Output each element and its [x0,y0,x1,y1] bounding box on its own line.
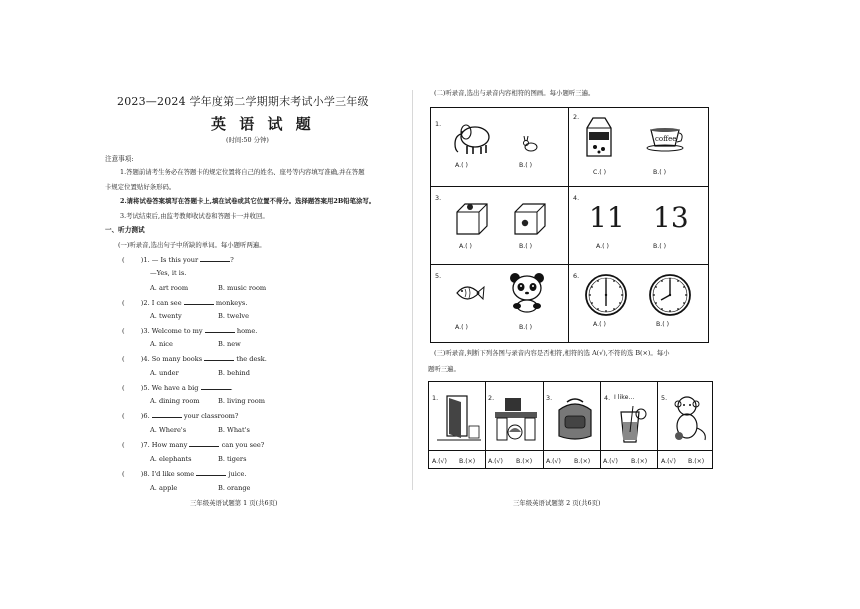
question-3-tail: home. [236,327,258,335]
question-4-tail: the desk. [236,355,267,363]
question-7-option-b: B. tigers [218,455,247,463]
question-1-option-a: A. art room [150,284,189,292]
box-ball-on-top-icon [453,200,489,236]
note-1-line-1: 1.答题前请考生务必在答题卡的规定位置将自己的姓名、座号等内容填写准确,并在答题 [120,168,365,176]
door-room-icon [437,390,481,444]
strip-4-caption: I like... [614,394,635,401]
subsection-1-heading: (一)听录音,选出句子中所缺的单词。每小题听两遍。 [118,241,266,249]
question-5-tail: . [230,384,233,392]
question-4 [122,355,267,363]
subsection-3-heading-line-2: 题听三遍。 [428,365,460,373]
cell-6-option-a[interactable]: A.( ) [593,321,606,328]
question-7-tail: can you see? [221,441,265,449]
rabbit-icon [521,136,539,152]
question-3-option-a: A. nice [150,340,173,348]
strip-4-option-a[interactable]: A.(√) [603,458,618,465]
question-3 [122,327,257,335]
question-6-text: )6. [140,412,150,420]
question-3-option-b: B. new [218,340,241,348]
paren-open: ( [122,355,125,363]
cell-5-option-b[interactable]: B.( ) [519,324,533,331]
milk-carton-icon [583,116,615,158]
question-7-text: )7. How many [140,441,188,449]
question-5 [122,384,233,392]
strip-2-option-a[interactable]: A.(√) [488,458,503,465]
box-ball-inside-icon [511,200,547,236]
answer-blank[interactable] [204,355,234,361]
question-6-option-a: A. Where's [150,426,187,434]
paren-open: ( [122,470,125,478]
question-7 [122,441,264,449]
picture-strip [428,381,713,469]
cell-3-number: 3. [435,194,442,202]
panda-icon [507,270,547,314]
number-thirteen: 13 [653,201,689,234]
cell-2-number: 2. [573,113,580,121]
question-3-text: )3. Welcome to my [140,327,203,335]
answer-blank[interactable] [184,299,214,305]
strip-5-option-b[interactable]: B.(×) [688,458,705,465]
backpack-icon [553,396,597,442]
subsection-2-heading: (二)听录音,选出与录音内容相符的图画。每小题听三遍。 [434,89,595,97]
cell-6-number: 6. [573,272,580,280]
page-1-footer: 三年级英语试题第 1 页(共6页) [190,499,278,507]
strip-4-option-b[interactable]: B.(×) [631,458,648,465]
question-1-tail: ? [230,256,234,264]
monkey-icon [665,392,711,444]
cell-3-option-a[interactable]: A.( ) [459,243,472,250]
cell-1-number: 1. [435,120,442,128]
question-8-text: )8. I'd like some [140,470,195,478]
coffee-cup-icon [645,124,685,152]
cell-1-option-a[interactable]: A.( ) [455,162,468,169]
paren-open: ( [122,327,125,335]
strip-3-option-a[interactable]: A.(√) [546,458,561,465]
question-2-tail: monkeys. [215,299,248,307]
clock-icon [647,272,693,318]
answer-blank[interactable] [196,470,226,476]
cell-6-option-b[interactable]: B.( ) [656,321,670,328]
question-2 [122,299,247,307]
question-1-response: —Yes, it is. [150,269,187,277]
question-2-text: )2. I can see [140,299,182,307]
answer-blank[interactable] [152,412,182,418]
question-4-option-b: B. behind [218,369,250,377]
strip-4-number: 4. [604,394,611,402]
subsection-3-heading-line-1: (三)听录音,判断下列各图与录音内容是否相符,相符的选 A(√),不符的选 B(×)。每小 [434,349,670,357]
exam-time: (时间:50 分钟) [226,136,269,144]
question-8 [122,470,247,478]
answer-blank[interactable] [205,327,235,333]
cell-2-option-a[interactable]: C.( ) [593,169,607,176]
question-1 [122,256,234,264]
paren-open: ( [122,256,125,264]
number-eleven: 11 [589,201,625,234]
juice-glass-icon [615,404,651,444]
paren-open: ( [122,299,125,307]
strip-5-number: 5. [661,394,668,402]
question-5-option-a: A. dining room [150,397,200,405]
strip-5-option-a[interactable]: A.(√) [661,458,676,465]
strip-2-number: 2. [488,394,495,402]
question-7-option-a: A. elephants [150,455,192,463]
cell-4-option-a[interactable]: A.( ) [596,243,609,250]
cell-3-option-b[interactable]: B.( ) [519,243,533,250]
answer-blank[interactable] [201,384,231,390]
cell-5-option-a[interactable]: A.( ) [455,324,468,331]
question-5-option-b: B. living room [218,397,265,405]
question-6-option-b: B. What's [218,426,250,434]
question-1-text: )1. — Is this your [140,256,199,264]
cell-4-number: 4. [573,194,580,202]
section-heading: 一、听力测试 [105,226,145,234]
question-8-option-b: B. orange [218,484,251,492]
question-1-option-b: B. music room [218,284,267,292]
elephant-icon [451,120,493,156]
question-6 [122,412,238,420]
cell-4-option-b[interactable]: B.( ) [653,243,667,250]
strip-1-option-b[interactable]: B.(×) [459,458,476,465]
note-2: 2.请将试卷答案填写在答题卡上,填在试卷或其它位置不得分。选择题答案用2B铅笔涂写。 [120,197,376,205]
question-8-tail: juice. [228,470,247,478]
answer-blank[interactable] [189,441,219,447]
question-6-tail: your classroom? [183,412,239,420]
cell-2-option-b[interactable]: B.( ) [653,169,667,176]
picture-grid [430,107,709,343]
strip-3-number: 3. [546,394,553,402]
cell-1-option-b[interactable]: B.( ) [519,162,533,169]
paren-open: ( [122,384,125,392]
question-2-option-b: B. twelve [218,312,249,320]
notes-heading: 注意事项: [105,155,134,163]
strip-3-option-b[interactable]: B.(×) [574,458,591,465]
clock-icon [583,272,629,318]
strip-2-option-b[interactable]: B.(×) [516,458,533,465]
page-divider [412,90,413,490]
paren-open: ( [122,412,125,420]
answer-blank[interactable] [200,256,230,262]
note-1-line-2: 卡规定位置贴好条形码。 [105,183,176,191]
question-4-option-a: A. under [150,369,179,377]
paren-open: ( [122,441,125,449]
note-3: 3.考试结束后,由监考教师收试卷和答题卡一并收回。 [120,212,269,220]
question-4-text: )4. So many books [140,355,203,363]
desk-scene-icon [491,392,541,444]
question-5-text: )5. We have a big [140,384,199,392]
page-2-footer: 三年级英语试题第 2 页(共6页) [513,499,601,507]
fish-icon [453,282,485,304]
strip-1-option-a[interactable]: A.(√) [432,458,447,465]
cell-5-number: 5. [435,272,442,280]
question-2-option-a: A. twenty [150,312,182,320]
exam-title: 2023—2024 学年度第二学期期末考试小学三年级 [117,95,369,108]
strip-1-number: 1. [432,394,439,402]
subject-title: 英 语 试 题 [211,115,315,133]
coffee-label: coffee [655,135,677,143]
question-8-option-a: A. apple [150,484,178,492]
